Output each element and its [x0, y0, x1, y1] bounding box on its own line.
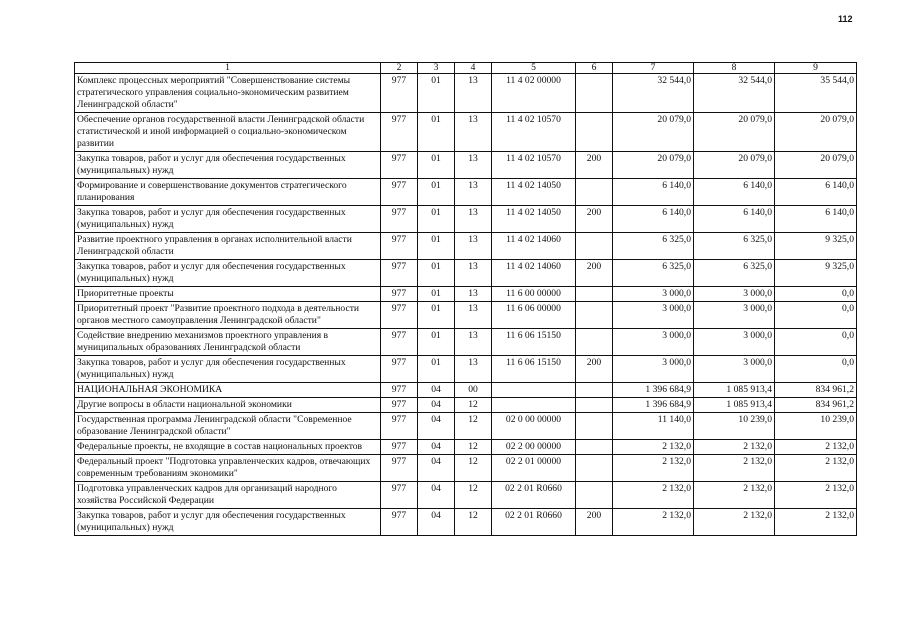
cell-amount-col8: 20 079,0 [694, 152, 775, 179]
cell-section: 01 [418, 74, 455, 113]
cell-subsection: 13 [455, 113, 492, 152]
column-header: 4 [455, 63, 492, 74]
cell-expense-type [576, 113, 613, 152]
cell-target-article: 11 4 02 10570 [492, 113, 576, 152]
table-row [75, 179, 857, 206]
cell-target-article: 02 2 01 R0660 [492, 509, 576, 536]
cell-section: 04 [418, 440, 455, 455]
page-number: 112 [838, 14, 853, 24]
cell-target-article [492, 383, 576, 398]
cell-name: Формирование и совершенствование документов стратегического планирования [75, 179, 381, 206]
cell-section: 01 [418, 329, 455, 356]
cell-target-article: 11 4 02 10570 [492, 152, 576, 179]
cell-section: 01 [418, 206, 455, 233]
cell-amount-col8: 6 325,0 [694, 260, 775, 287]
cell-amount-col9: 0,0 [775, 329, 857, 356]
cell-section: 04 [418, 455, 455, 482]
table-row [75, 398, 857, 413]
cell-amount-col7: 1 396 684,9 [613, 383, 694, 398]
cell-section: 04 [418, 509, 455, 536]
cell-target-article: 11 4 02 00000 [492, 74, 576, 113]
cell-expense-type [576, 329, 613, 356]
cell-amount-col9: 6 140,0 [775, 179, 857, 206]
table-row [75, 440, 857, 455]
cell-amount-col7: 3 000,0 [613, 287, 694, 302]
cell-subsection: 12 [455, 398, 492, 413]
cell-target-article [492, 398, 576, 413]
cell-amount-col8: 32 544,0 [694, 74, 775, 113]
table-row [75, 413, 857, 440]
cell-amount-col8: 6 325,0 [694, 233, 775, 260]
cell-target-article: 11 6 06 00000 [492, 302, 576, 329]
cell-subsection: 13 [455, 152, 492, 179]
cell-ministry-code: 977 [381, 440, 418, 455]
table-row [75, 74, 857, 113]
cell-subsection: 12 [455, 509, 492, 536]
cell-subsection: 13 [455, 260, 492, 287]
cell-amount-col9: 35 544,0 [775, 74, 857, 113]
cell-target-article: 02 2 01 R0660 [492, 482, 576, 509]
cell-expense-type [576, 413, 613, 440]
cell-target-article: 11 4 02 14050 [492, 179, 576, 206]
cell-amount-col8: 3 000,0 [694, 356, 775, 383]
cell-subsection: 12 [455, 482, 492, 509]
cell-section: 01 [418, 260, 455, 287]
cell-expense-type: 200 [576, 152, 613, 179]
table-row [75, 383, 857, 398]
cell-amount-col9: 2 132,0 [775, 455, 857, 482]
column-header: 8 [694, 63, 775, 74]
cell-name: Содействие внедрению механизмов проектного управления в муниципальных образованиях Ленинградской области [75, 329, 381, 356]
cell-amount-col7: 6 140,0 [613, 179, 694, 206]
table-row [75, 455, 857, 482]
cell-subsection: 13 [455, 329, 492, 356]
cell-expense-type [576, 233, 613, 260]
cell-expense-type [576, 179, 613, 206]
cell-amount-col7: 6 140,0 [613, 206, 694, 233]
table-row [75, 113, 857, 152]
cell-amount-col8: 3 000,0 [694, 329, 775, 356]
cell-amount-col9: 0,0 [775, 302, 857, 329]
cell-name: Закупка товаров, работ и услуг для обеспечения государственных (муниципальных) нужд [75, 152, 381, 179]
cell-amount-col8: 6 140,0 [694, 179, 775, 206]
cell-subsection: 12 [455, 455, 492, 482]
cell-subsection: 13 [455, 206, 492, 233]
table-row [75, 152, 857, 179]
cell-section: 04 [418, 398, 455, 413]
cell-name: НАЦИОНАЛЬНАЯ ЭКОНОМИКА [75, 383, 381, 398]
cell-name: Федеральные проекты, не входящие в состав национальных проектов [75, 440, 381, 455]
cell-expense-type [576, 455, 613, 482]
cell-amount-col8: 1 085 913,4 [694, 383, 775, 398]
cell-section: 01 [418, 356, 455, 383]
table-row [75, 509, 857, 536]
cell-amount-col8: 10 239,0 [694, 413, 775, 440]
cell-section: 04 [418, 482, 455, 509]
cell-expense-type: 200 [576, 356, 613, 383]
cell-subsection: 00 [455, 383, 492, 398]
cell-amount-col9: 0,0 [775, 356, 857, 383]
cell-ministry-code: 977 [381, 329, 418, 356]
cell-amount-col9: 0,0 [775, 287, 857, 302]
cell-amount-col9: 9 325,0 [775, 260, 857, 287]
cell-expense-type: 200 [576, 509, 613, 536]
cell-amount-col8: 20 079,0 [694, 113, 775, 152]
column-header: 1 [75, 63, 381, 74]
cell-name: Приоритетный проект "Развитие проектного подхода в деятельности органов местного самоуправления Ленинградской области" [75, 302, 381, 329]
cell-amount-col9: 6 140,0 [775, 206, 857, 233]
cell-target-article: 11 4 02 14050 [492, 206, 576, 233]
column-header: 2 [381, 63, 418, 74]
cell-expense-type: 200 [576, 206, 613, 233]
cell-amount-col8: 6 140,0 [694, 206, 775, 233]
cell-ministry-code: 977 [381, 233, 418, 260]
cell-amount-col9: 20 079,0 [775, 152, 857, 179]
budget-table [74, 62, 857, 536]
cell-ministry-code: 977 [381, 455, 418, 482]
cell-target-article: 11 4 02 14060 [492, 260, 576, 287]
cell-name: Подготовка управленческих кадров для организаций народного хозяйства Российской Федерации [75, 482, 381, 509]
table-row [75, 260, 857, 287]
cell-amount-col9: 2 132,0 [775, 482, 857, 509]
cell-amount-col7: 3 000,0 [613, 329, 694, 356]
cell-amount-col9: 834 961,2 [775, 398, 857, 413]
table-header-row [75, 63, 857, 74]
cell-amount-col8: 2 132,0 [694, 482, 775, 509]
cell-subsection: 13 [455, 302, 492, 329]
cell-expense-type [576, 440, 613, 455]
cell-target-article: 11 6 06 15150 [492, 356, 576, 383]
cell-ministry-code: 977 [381, 179, 418, 206]
cell-subsection: 13 [455, 74, 492, 113]
column-header: 9 [775, 63, 857, 74]
cell-ministry-code: 977 [381, 302, 418, 329]
cell-section: 01 [418, 152, 455, 179]
cell-amount-col7: 6 325,0 [613, 260, 694, 287]
cell-ministry-code: 977 [381, 383, 418, 398]
cell-section: 01 [418, 233, 455, 260]
cell-expense-type [576, 398, 613, 413]
cell-ministry-code: 977 [381, 260, 418, 287]
cell-subsection: 12 [455, 440, 492, 455]
cell-ministry-code: 977 [381, 74, 418, 113]
cell-name: Обеспечение органов государственной власти Ленинградской области статистической и иной информацией о социально-экономическом развитии [75, 113, 381, 152]
cell-target-article: 02 2 00 00000 [492, 440, 576, 455]
cell-amount-col7: 6 325,0 [613, 233, 694, 260]
cell-amount-col7: 2 132,0 [613, 509, 694, 536]
cell-name: Приоритетные проекты [75, 287, 381, 302]
cell-name: Развитие проектного управления в органах исполнительной власти Ленинградской области [75, 233, 381, 260]
cell-subsection: 12 [455, 413, 492, 440]
cell-amount-col7: 11 140,0 [613, 413, 694, 440]
cell-subsection: 13 [455, 233, 492, 260]
cell-section: 04 [418, 383, 455, 398]
cell-amount-col9: 2 132,0 [775, 509, 857, 536]
cell-target-article: 02 2 01 00000 [492, 455, 576, 482]
cell-amount-col8: 3 000,0 [694, 287, 775, 302]
cell-name: Комплекс процессных мероприятий "Совершенствование системы стратегического управления социально-экономическим развитием Ленинградской области" [75, 74, 381, 113]
cell-amount-col9: 9 325,0 [775, 233, 857, 260]
column-header: 7 [613, 63, 694, 74]
column-header: 3 [418, 63, 455, 74]
cell-amount-col7: 32 544,0 [613, 74, 694, 113]
cell-expense-type [576, 383, 613, 398]
cell-amount-col7: 3 000,0 [613, 302, 694, 329]
cell-ministry-code: 977 [381, 509, 418, 536]
cell-amount-col8: 3 000,0 [694, 302, 775, 329]
cell-amount-col7: 2 132,0 [613, 455, 694, 482]
cell-amount-col8: 2 132,0 [694, 455, 775, 482]
cell-amount-col7: 20 079,0 [613, 152, 694, 179]
column-header: 6 [576, 63, 613, 74]
cell-expense-type [576, 74, 613, 113]
cell-expense-type [576, 287, 613, 302]
table-body [75, 74, 857, 536]
cell-subsection: 13 [455, 356, 492, 383]
cell-amount-col8: 1 085 913,4 [694, 398, 775, 413]
cell-ministry-code: 977 [381, 356, 418, 383]
cell-amount-col7: 2 132,0 [613, 440, 694, 455]
cell-name: Государственная программа Ленинградской области "Современное образование Ленинградской области" [75, 413, 381, 440]
cell-ministry-code: 977 [381, 287, 418, 302]
table-row [75, 482, 857, 509]
cell-section: 01 [418, 302, 455, 329]
cell-expense-type [576, 302, 613, 329]
cell-amount-col7: 3 000,0 [613, 356, 694, 383]
cell-name: Другие вопросы в области национальной экономики [75, 398, 381, 413]
cell-name: Федеральный проект "Подготовка управленческих кадров, отвечающих современным требованиям экономики" [75, 455, 381, 482]
cell-section: 04 [418, 413, 455, 440]
cell-target-article: 11 6 06 15150 [492, 329, 576, 356]
table-row [75, 287, 857, 302]
cell-section: 01 [418, 287, 455, 302]
cell-ministry-code: 977 [381, 152, 418, 179]
cell-amount-col8: 2 132,0 [694, 440, 775, 455]
cell-expense-type: 200 [576, 260, 613, 287]
cell-subsection: 13 [455, 179, 492, 206]
cell-amount-col9: 2 132,0 [775, 440, 857, 455]
cell-ministry-code: 977 [381, 206, 418, 233]
table-row [75, 206, 857, 233]
cell-expense-type [576, 482, 613, 509]
cell-ministry-code: 977 [381, 482, 418, 509]
cell-section: 01 [418, 179, 455, 206]
cell-name: Закупка товаров, работ и услуг для обеспечения государственных (муниципальных) нужд [75, 206, 381, 233]
column-header: 5 [492, 63, 576, 74]
cell-amount-col9: 20 079,0 [775, 113, 857, 152]
cell-ministry-code: 977 [381, 113, 418, 152]
cell-target-article: 02 0 00 00000 [492, 413, 576, 440]
cell-amount-col9: 10 239,0 [775, 413, 857, 440]
cell-amount-col7: 2 132,0 [613, 482, 694, 509]
cell-name: Закупка товаров, работ и услуг для обеспечения государственных (муниципальных) нужд [75, 260, 381, 287]
cell-name: Закупка товаров, работ и услуг для обеспечения государственных (муниципальных) нужд [75, 356, 381, 383]
table-row [75, 329, 857, 356]
cell-ministry-code: 977 [381, 413, 418, 440]
cell-target-article: 11 6 00 00000 [492, 287, 576, 302]
table-row [75, 302, 857, 329]
table-row [75, 233, 857, 260]
cell-target-article: 11 4 02 14060 [492, 233, 576, 260]
cell-subsection: 13 [455, 287, 492, 302]
cell-name: Закупка товаров, работ и услуг для обеспечения государственных (муниципальных) нужд [75, 509, 381, 536]
cell-ministry-code: 977 [381, 398, 418, 413]
cell-amount-col7: 20 079,0 [613, 113, 694, 152]
cell-section: 01 [418, 113, 455, 152]
cell-amount-col7: 1 396 684,9 [613, 398, 694, 413]
cell-amount-col8: 2 132,0 [694, 509, 775, 536]
table-row [75, 356, 857, 383]
cell-amount-col9: 834 961,2 [775, 383, 857, 398]
